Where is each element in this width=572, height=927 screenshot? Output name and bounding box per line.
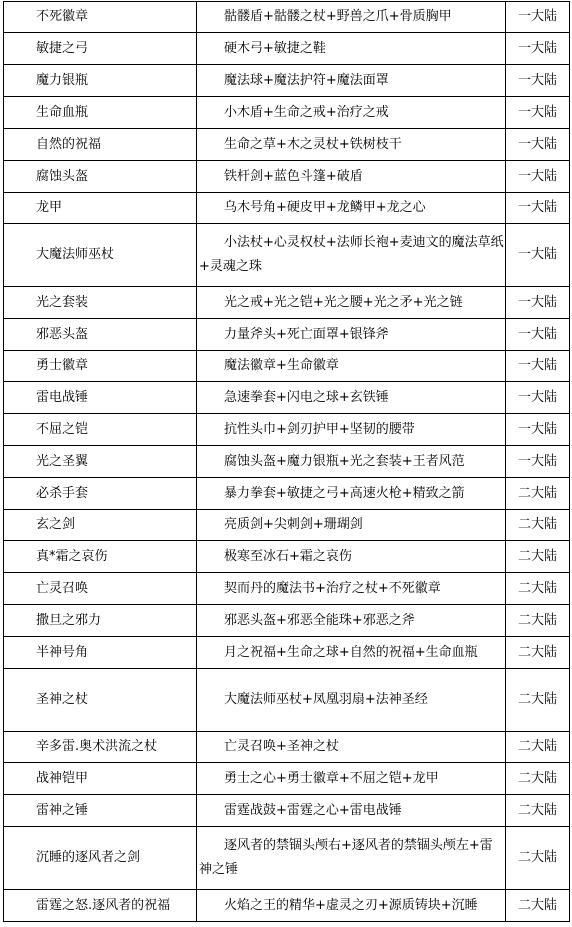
region-cell: 二大陆 (506, 605, 570, 637)
table-row (4, 890, 570, 922)
region-cell: 一大陆 (506, 129, 570, 161)
item-name-cell: 亡灵召唤 (4, 573, 197, 605)
recipe-text: 月之祝福+生命之球+自然的祝福+生命血瓶 (224, 644, 478, 660)
region-cell: 一大陆 (506, 382, 570, 414)
item-name-cell: 不屈之铠 (4, 414, 197, 446)
recipe-cell (197, 193, 506, 224)
recipe-cell (197, 351, 506, 382)
table-row (4, 637, 570, 669)
table-row (4, 319, 570, 351)
table-row (4, 193, 570, 224)
item-name-cell: 辛多雷.奥术洪流之杖 (4, 732, 197, 763)
recipe-cell (197, 287, 506, 319)
region-cell: 二大陆 (506, 541, 570, 573)
recipe-cell (197, 33, 506, 65)
recipe-cell (197, 2, 506, 33)
recipe-cell (197, 637, 506, 669)
region-cell: 二大陆 (506, 827, 570, 890)
table-row (4, 763, 570, 795)
table-row (4, 65, 570, 97)
recipe-cell (197, 478, 506, 510)
recipe-cell (197, 224, 506, 287)
table-row (4, 669, 570, 732)
item-name-cell: 自然的祝福 (4, 129, 197, 161)
table-row (4, 446, 570, 478)
item-name-cell: 圣神之杖 (4, 669, 197, 732)
recipe-cell (197, 65, 506, 97)
item-name-cell: 光之圣翼 (4, 446, 197, 478)
recipe-text: 生命之草+木之灵杖+铁树枝干 (224, 136, 402, 152)
item-name-cell: 大魔法师巫杖 (4, 224, 197, 287)
region-cell: 二大陆 (506, 573, 570, 605)
recipe-text: 暴力拳套+敏捷之弓+高速火枪+精致之箭 (224, 485, 465, 501)
region-cell: 一大陆 (506, 193, 570, 224)
recipe-table (3, 1, 570, 922)
recipe-cell (197, 382, 506, 414)
region-cell: 一大陆 (506, 446, 570, 478)
region-cell: 二大陆 (506, 795, 570, 827)
item-name-cell: 玄之剑 (4, 510, 197, 541)
recipe-text: 契而丹的魔法书+治疗之杖+不死徽章 (224, 580, 441, 596)
recipe-text: 极寒至冰石+霜之哀伤 (224, 548, 352, 564)
recipe-cell (197, 732, 506, 763)
recipe-cell (197, 795, 506, 827)
recipe-cell (197, 541, 506, 573)
region-cell: 二大陆 (506, 510, 570, 541)
item-name-cell: 雷电战锤 (4, 382, 197, 414)
item-name-cell: 勇士徽章 (4, 351, 197, 382)
table-row (4, 605, 570, 637)
recipe-cell (197, 319, 506, 351)
table-row (4, 382, 570, 414)
recipe-text: 铁杆剑+蓝色斗篷+破盾 (224, 168, 363, 184)
recipe-table-body (4, 2, 570, 922)
region-cell: 一大陆 (506, 97, 570, 129)
table-row (4, 510, 570, 541)
region-cell: 一大陆 (506, 351, 570, 382)
recipe-cell (197, 414, 506, 446)
recipe-text: 急速拳套+闪电之球+玄铁锤 (224, 389, 389, 405)
recipe-text: 骷髅盾+骷髅之杖+野兽之爪+骨质胸甲 (224, 9, 452, 24)
recipe-text: 逐风者的禁锢头颅右+逐风者的禁锢头颅左+雷神之锤 (199, 838, 493, 877)
item-name-cell: 雷神之锤 (4, 795, 197, 827)
item-name-cell: 沉睡的逐风者之剑 (4, 827, 197, 890)
recipe-text: 邪恶头盔+邪恶全能珠+邪恶之斧 (224, 612, 415, 628)
table-row (4, 224, 570, 287)
recipe-cell (197, 763, 506, 795)
region-cell: 一大陆 (506, 65, 570, 97)
item-name-cell: 光之套装 (4, 287, 197, 319)
item-name-cell: 龙甲 (4, 193, 197, 224)
recipe-cell (197, 669, 506, 732)
recipe-cell (197, 446, 506, 478)
item-name-cell: 魔力银瓶 (4, 65, 197, 97)
table-row (4, 732, 570, 763)
recipe-cell (197, 510, 506, 541)
item-name-cell: 战神铠甲 (4, 763, 197, 795)
recipe-text: 勇士之心+勇士徽章+不屈之铠+龙甲 (224, 770, 439, 786)
region-cell: 二大陆 (506, 732, 570, 763)
table-row (4, 287, 570, 319)
item-name-cell: 不死徽章 (4, 2, 197, 33)
region-cell: 二大陆 (506, 669, 570, 732)
recipe-text: 光之戒+光之铠+光之腰+光之矛+光之链 (224, 294, 463, 310)
recipe-cell (197, 97, 506, 129)
recipe-text: 大魔法师巫杖+凤凰羽扇+法神圣经 (224, 692, 428, 707)
recipe-text: 腐蚀头盔+魔力银瓶+光之套装+王者风范 (224, 453, 465, 469)
table-row (4, 97, 570, 129)
recipe-text: 硬木弓+敏捷之鞋 (224, 40, 326, 56)
region-cell: 二大陆 (506, 763, 570, 795)
table-row (4, 414, 570, 446)
item-name-cell: 必杀手套 (4, 478, 197, 510)
item-name-cell: 腐蚀头盔 (4, 161, 197, 193)
table-row (4, 827, 570, 890)
region-cell: 一大陆 (506, 414, 570, 446)
item-name-cell: 撒旦之邪力 (4, 605, 197, 637)
recipe-text: 火焰之王的精华+虚灵之刃+源质铸块+沉睡 (224, 897, 478, 913)
recipe-cell (197, 129, 506, 161)
region-cell: 二大陆 (506, 637, 570, 669)
recipe-cell (197, 605, 506, 637)
table-row (4, 129, 570, 161)
region-cell: 一大陆 (506, 161, 570, 193)
region-cell: 一大陆 (506, 2, 570, 33)
table-row (4, 541, 570, 573)
table-row (4, 478, 570, 510)
region-cell: 二大陆 (506, 478, 570, 510)
recipe-cell (197, 573, 506, 605)
item-name-cell: 生命血瓶 (4, 97, 197, 129)
region-cell: 二大陆 (506, 890, 570, 922)
region-cell: 一大陆 (506, 319, 570, 351)
region-cell: 一大陆 (506, 224, 570, 287)
recipe-text: 乌木号角+硬皮甲+龙鳞甲+龙之心 (224, 200, 426, 215)
recipe-text: 小法杖+心灵权杖+法师长袍+麦迪文的魔法草纸+灵魂之珠 (199, 235, 504, 274)
recipe-text: 亡灵召唤+圣神之杖 (224, 739, 339, 754)
recipe-text: 魔法球+魔法护符+魔法面罩 (224, 72, 389, 88)
item-name-cell: 真*霜之哀伤 (4, 541, 197, 573)
recipe-text: 亮质剑+尖刺剑+珊瑚剑 (224, 517, 363, 532)
item-name-cell: 敏捷之弓 (4, 33, 197, 65)
item-name-cell: 邪恶头盔 (4, 319, 197, 351)
table-row (4, 573, 570, 605)
recipe-cell (197, 161, 506, 193)
table-row (4, 33, 570, 65)
table-row (4, 795, 570, 827)
recipe-text: 小木盾+生命之戒+治疗之戒 (224, 104, 389, 120)
recipe-text: 雷霆战鼓+雷霆之心+雷电战锤 (224, 802, 402, 818)
recipe-cell (197, 827, 506, 890)
recipe-cell (197, 890, 506, 922)
recipe-text: 抗性头巾+剑刃护甲+坚韧的腰带 (224, 421, 415, 437)
table-row (4, 351, 570, 382)
item-name-cell: 雷霆之怒.逐风者的祝福 (4, 890, 197, 922)
item-name-cell: 半神号角 (4, 637, 197, 669)
recipe-text: 力量斧头+死亡面罩+银锋斧 (224, 326, 389, 342)
table-row (4, 2, 570, 33)
table-row (4, 161, 570, 193)
recipe-text: 魔法徽章+生命徽章 (224, 358, 339, 373)
region-cell: 一大陆 (506, 33, 570, 65)
region-cell: 一大陆 (506, 287, 570, 319)
